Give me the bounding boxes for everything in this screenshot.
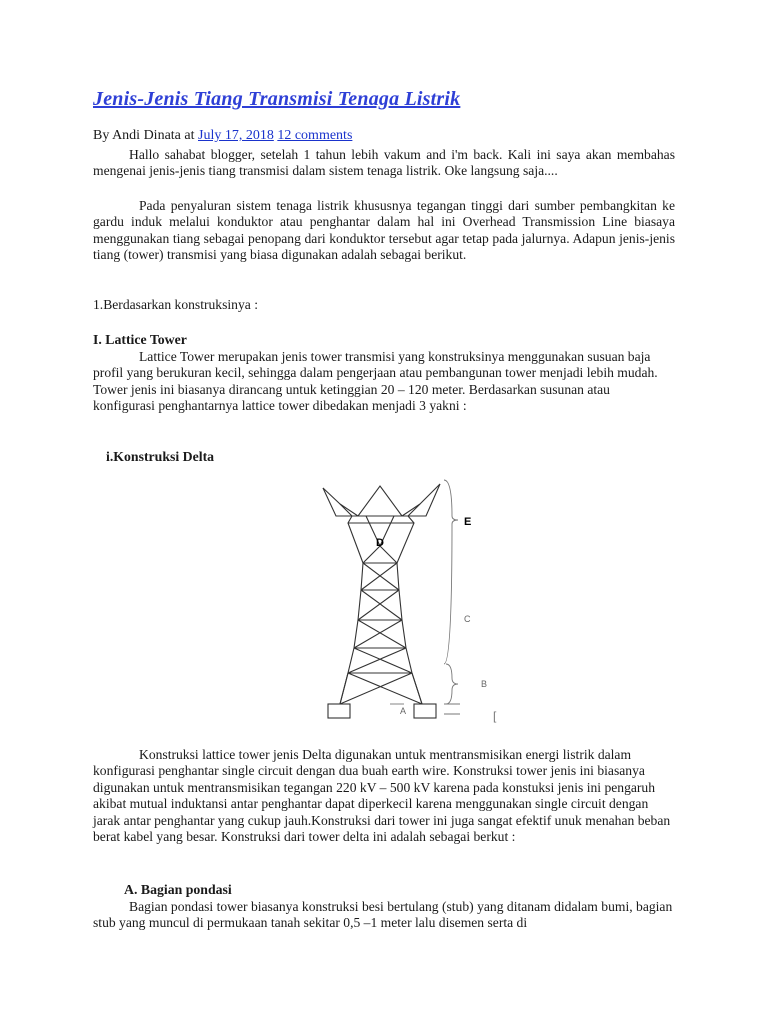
tower-diagram xyxy=(318,468,508,726)
lattice-paragraph: Lattice Tower merupakan jenis tower transmisi yang konstruksinya menggunakan susuan baja profil yang berukuran kecil, sehingga dalam pengerjaan atau pembangunan tower menjadi lebih mudah. Tower jenis ini biasanya dirancang untuk ketinggian 20 – 120 meter. Berdasarkan susunan atau konfigurasi penghantarnya lattice tower dibedakan menjadi 3 yakni : xyxy=(93,349,658,414)
label-a: A xyxy=(400,706,407,716)
label-e: E xyxy=(464,516,472,528)
comments-link[interactable]: 12 comments xyxy=(277,128,353,143)
heading-delta: i.Konstruksi Delta xyxy=(106,449,215,464)
label-bracket: [ xyxy=(493,709,497,723)
heading-lattice-tower: I. Lattice Tower xyxy=(93,332,187,347)
tower-structure xyxy=(323,484,440,704)
foundation-paragraph: Bagian pondasi tower biasanya konstruksi besi bertulang (stub) yang ditanam didalam bumi, bagian stub yang muncul di permukaan tanah sekitar 0,5 –1 meter lalu disemen serta di xyxy=(93,899,673,931)
transmission-paragraph: Pada penyaluran sistem tenaga listrik khususnya tegangan tinggi dari sumber pembangkitan ke gardu induk melalui konduktor atau penghantar dalam hal ini Overhead Transmission Line biasaya menggunakan tiang sebagai penopang dari konduktor tersebut agar tetap pada jalurnya. Adapun jenis-jenis tiang (tower) transmisi yang biasa digunakan adalah sebagai berikut. xyxy=(93,198,675,263)
delta-tower-figure xyxy=(318,468,508,726)
heading-foundation: A. Bagian pondasi xyxy=(124,882,232,897)
byline-author: By Andi Dinata at xyxy=(93,128,195,143)
post-date-link[interactable]: July 17, 2018 xyxy=(198,128,274,143)
dimension-lines xyxy=(390,480,460,714)
label-d: D xyxy=(376,537,384,549)
left-foundation-block xyxy=(328,704,350,718)
label-b: B xyxy=(481,679,488,689)
right-foundation-block xyxy=(414,704,436,718)
intro-paragraph: Hallo sahabat blogger, setelah 1 tahun lebih vakum and i'm back. Kali ini saya akan membahas mengenai jenis-jenis tiang transmisi dalam sistem tenaga listrik. Oke langsung saja.... xyxy=(93,147,675,179)
label-c: C xyxy=(464,614,471,624)
delta-paragraph: Konstruksi lattice tower jenis Delta digunakan untuk mentransmisikan energi listrik dalam konfigurasi penghantar single circuit dengan dua buah earth wire. Konstruksi tower jenis ini biasanya digunakan untuk mentransmisikan tegangan 220 kV – 500 kV karena pada konstuksi jenis ini pengaruh akibat mutual induktansi antar penghantar dapat diperkecil karena menggunakan single circuit dengan jarak antar penghantar yang cukup jauh.Konstruksi dari tower ini juga sangat efektif unuk menahan beban berat kabel yang besar. Konstruksi dari tower delta ini adalah sebagai berkut : xyxy=(93,747,671,845)
byline xyxy=(93,128,352,144)
article-title[interactable]: Jenis-Jenis Tiang Transmisi Tenaga Listrik xyxy=(93,88,461,110)
section-construction: 1.Berdasarkan konstruksinya : xyxy=(93,297,258,312)
